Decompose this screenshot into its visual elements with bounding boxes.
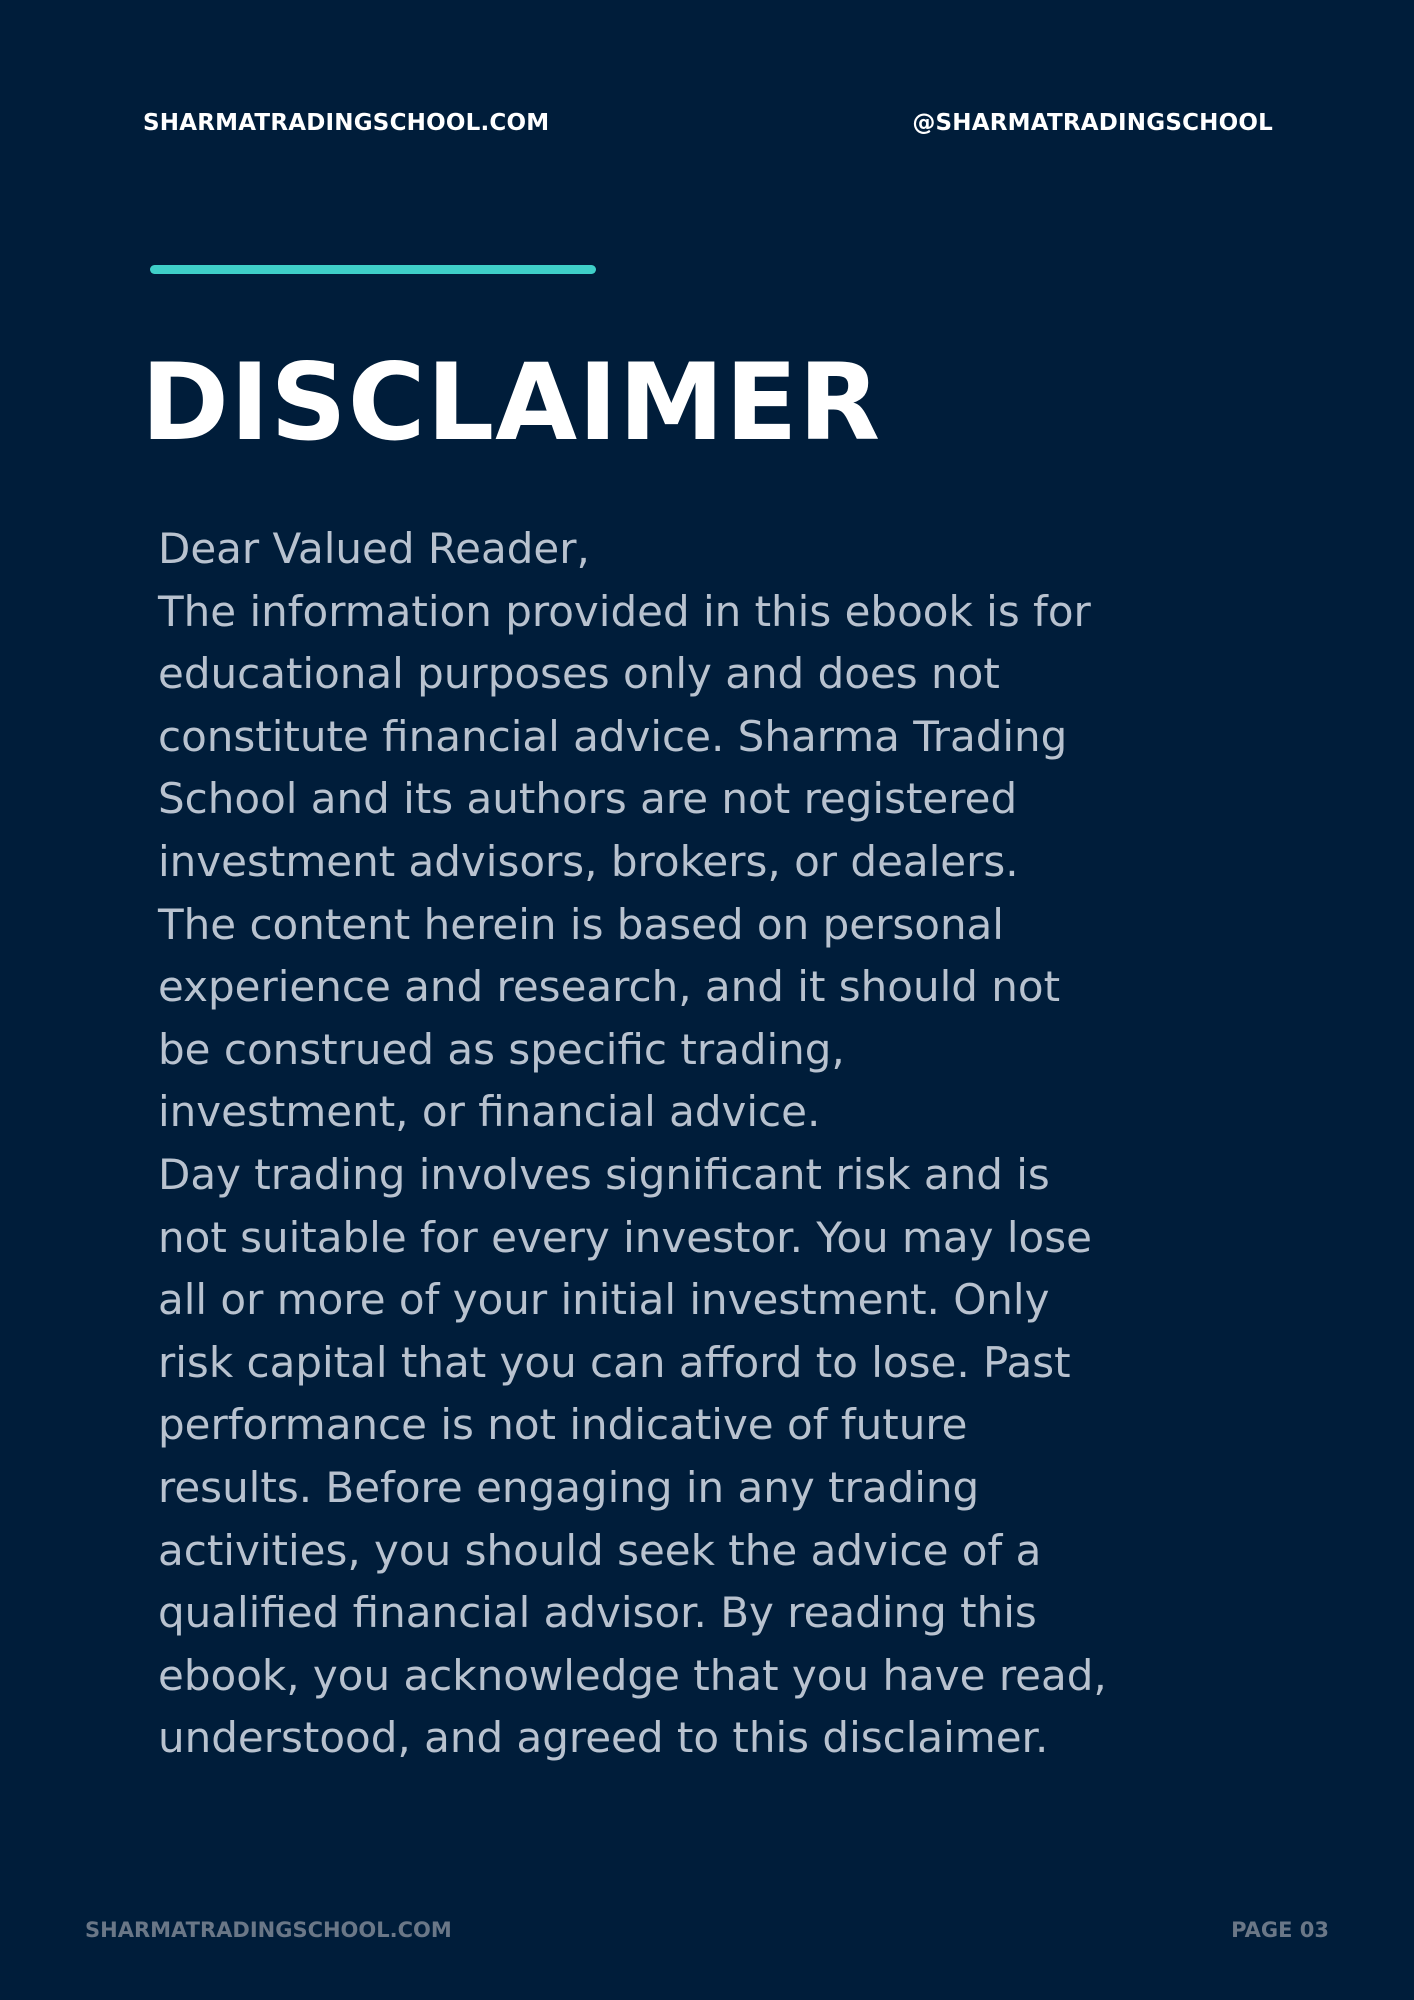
body-line: activities, you should seek the advice of a [158,1525,1042,1575]
header-website: SHARMATRADINGSCHOOL.COM [143,110,550,136]
body-line: risk capital that you can afford to lose. Past [158,1337,1071,1387]
body-line: The content herein is based on personal [158,899,1004,949]
accent-divider [150,265,596,274]
body-line: Dear Valued Reader, [158,524,590,573]
body-line: educational purposes only and does not [158,649,1000,699]
body-line: results. Before engaging in any trading [158,1462,980,1512]
page-number: PAGE 03 [1231,1918,1329,1942]
header-social-handle: @SHARMATRADINGSCHOOL [912,110,1273,136]
body-line: all or more of your initial investment. Only [158,1275,1050,1325]
footer-website: SHARMATRADINGSCHOOL.COM [85,1918,452,1942]
page-title: DISCLAIMER [141,341,882,464]
body-line: investment advisors, brokers, or dealers. [158,836,1019,886]
body-line: experience and research, and it should not [158,962,1061,1012]
body-line: not suitable for every investor. You may lose [158,1212,1092,1262]
body-line: The information provided in this ebook is for [158,586,1091,636]
disclaimer-body [158,518,1148,1770]
body-line: performance is not indicative of future [158,1400,968,1450]
body-line: constitute financial advice. Sharma Trading [158,711,1068,761]
body-line: qualified financial advisor. By reading this [158,1588,1037,1638]
body-line: School and its authors are not registered [158,774,1018,824]
body-line: Day trading involves significant risk and is [158,1149,1050,1199]
body-line: investment, or financial advice. [158,1087,821,1137]
body-line: understood, and agreed to this disclaimer. [158,1713,1049,1763]
body-line: be construed as specific trading, [158,1024,845,1074]
body-line: ebook, you acknowledge that you have read, [158,1650,1107,1700]
